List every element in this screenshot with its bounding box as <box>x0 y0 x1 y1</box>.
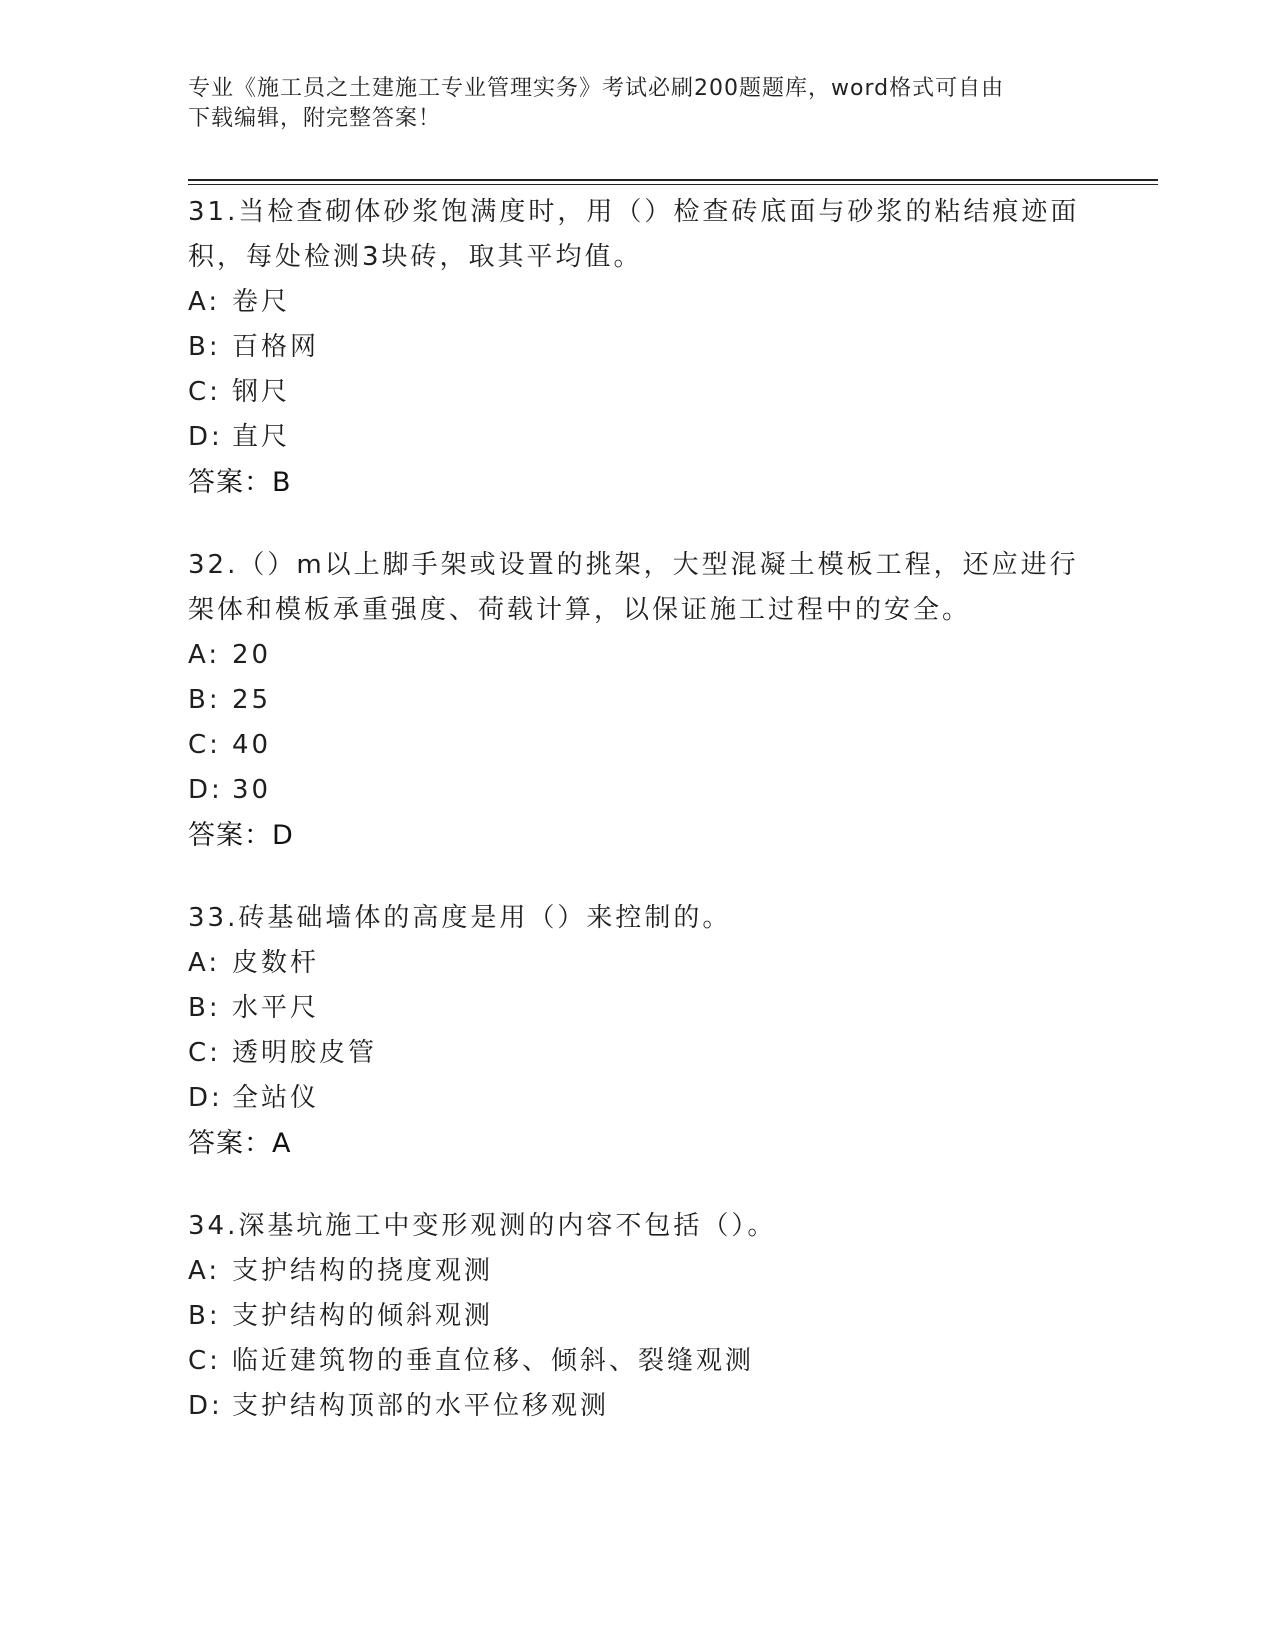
option-letter: C: <box>188 377 221 407</box>
option-letter: B: <box>188 993 221 1023</box>
option-letter: D: <box>188 1083 223 1113</box>
option-a <box>188 280 1088 325</box>
option-text: 支护结构的挠度观测 <box>232 1256 494 1286</box>
question-body: 当检查砌体砂浆饱满度时，用（）检查砖底面与砂浆的粘结痕迹面积，每处检测3块砖，取其平均值。 <box>188 197 1080 272</box>
option-text: 25 <box>232 685 272 715</box>
question-text <box>188 1204 1088 1249</box>
question-32 <box>188 543 1088 858</box>
question-body: 深基坑施工中变形观测的内容不包括（）。 <box>238 1211 777 1241</box>
header-line-1: 专业《施工员之土建施工专业管理实务》考试必刷200题题库，word格式可自由 <box>188 76 1005 101</box>
option-text: 临近建筑物的垂直位移、倾斜、裂缝观测 <box>232 1346 755 1376</box>
option-letter: C: <box>188 730 221 760</box>
document-header <box>188 74 1088 134</box>
option-text: 支护结构顶部的水平位移观测 <box>232 1391 610 1421</box>
question-number: 33. <box>188 903 239 933</box>
option-a <box>188 941 1088 986</box>
option-letter: C: <box>188 1346 221 1376</box>
option-b <box>188 325 1088 370</box>
option-letter: A: <box>188 1256 221 1286</box>
answer-label: 答案：D <box>188 820 294 851</box>
question-number: 31. <box>188 197 239 227</box>
question-33 <box>188 896 1088 1166</box>
question-number: 32. <box>188 550 239 580</box>
question-text <box>188 190 1088 280</box>
header-divider-thin <box>188 184 1158 185</box>
option-text: 透明胶皮管 <box>232 1038 378 1068</box>
option-text: 水平尺 <box>232 993 320 1023</box>
option-b <box>188 1294 1088 1339</box>
option-c <box>188 370 1088 415</box>
question-31 <box>188 190 1088 505</box>
header-divider-thick <box>188 179 1158 181</box>
question-list <box>188 190 1088 1467</box>
option-text: 直尺 <box>232 422 291 452</box>
answer-label: 答案：B <box>188 467 292 498</box>
option-d <box>188 1384 1088 1429</box>
option-d <box>188 768 1088 813</box>
option-letter: B: <box>188 1301 221 1331</box>
option-text: 钢尺 <box>232 377 291 407</box>
option-text: 全站仪 <box>232 1083 320 1113</box>
option-d <box>188 415 1088 460</box>
header-line-2: 下载编辑，附完整答案！ <box>188 106 442 131</box>
option-text: 百格网 <box>232 332 320 362</box>
option-d <box>188 1076 1088 1121</box>
option-a <box>188 633 1088 678</box>
option-text: 卷尺 <box>232 287 291 317</box>
option-text: 20 <box>232 640 272 670</box>
option-letter: D: <box>188 775 223 805</box>
option-letter: B: <box>188 332 221 362</box>
option-letter: A: <box>188 948 221 978</box>
option-text: 皮数杆 <box>232 948 320 978</box>
option-letter: C: <box>188 1038 221 1068</box>
option-c <box>188 723 1088 768</box>
option-letter: A: <box>188 287 221 317</box>
question-text <box>188 543 1088 633</box>
option-text: 支护结构的倾斜观测 <box>232 1301 494 1331</box>
option-a <box>188 1249 1088 1294</box>
option-b <box>188 678 1088 723</box>
answer-label: 答案：A <box>188 1128 292 1159</box>
option-letter: B: <box>188 685 221 715</box>
question-number: 34. <box>188 1211 239 1241</box>
question-body: 砖基础墙体的高度是用（）来控制的。 <box>238 903 732 933</box>
option-text: 40 <box>232 730 272 760</box>
question-text <box>188 896 1088 941</box>
option-b <box>188 986 1088 1031</box>
option-letter: A: <box>188 640 221 670</box>
option-c <box>188 1031 1088 1076</box>
option-letter: D: <box>188 1391 223 1421</box>
question-34 <box>188 1204 1088 1429</box>
option-c <box>188 1339 1088 1384</box>
question-body: （）m以上脚手架或设置的挑架，大型混凝土模板工程，还应进行架体和模板承重强度、荷载计算，以保证施工过程中的安全。 <box>188 550 1079 625</box>
option-text: 30 <box>232 775 272 805</box>
option-letter: D: <box>188 422 223 452</box>
